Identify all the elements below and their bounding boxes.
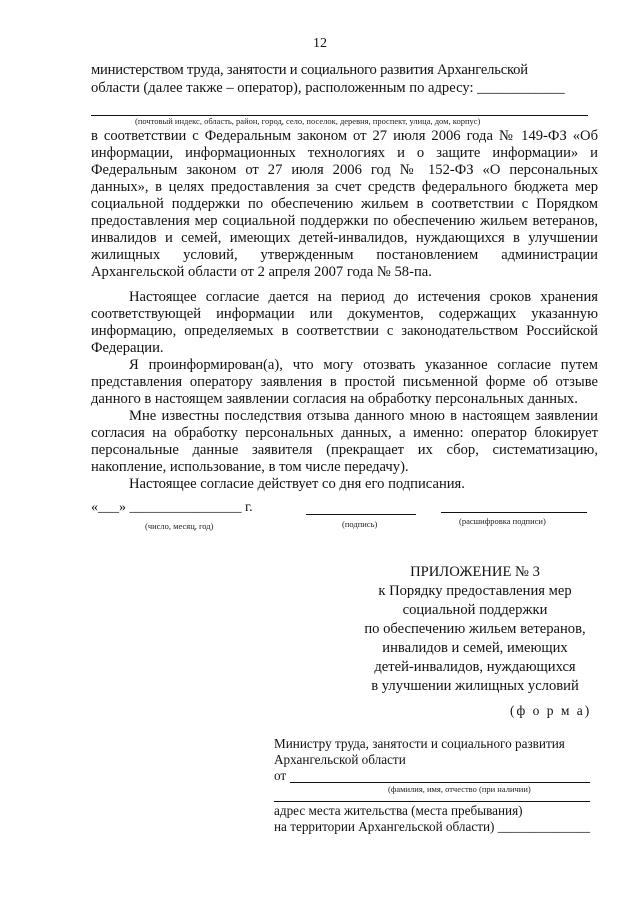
effective-paragraph: Настоящее согласие действует со дня его подписания. bbox=[129, 476, 465, 492]
appendix-line: детей-инвалидов, нуждающихся bbox=[374, 659, 576, 675]
signature-hint: (подпись) bbox=[342, 519, 378, 529]
intro-line-2: области (далее также – оператор), расположенным по адресу: ____________ bbox=[91, 80, 565, 96]
appendix-title: ПРИЛОЖЕНИЕ № 3 bbox=[410, 564, 540, 580]
residence-label-2: на территории Архангельской области) ______________ bbox=[274, 819, 591, 834]
consequences-paragraph: Мне известны последствия отзыва данного мною в настоящем заявлении согласия на обработку персональных данных, а именно: оператор блокирует персональные данные заявителя (прекращает их сбор, систематизацию, накопление, использование, в том числе передачу). bbox=[91, 408, 598, 475]
law-paragraph: в соответствии с Федеральным законом от 27 июля 2006 года № 149-ФЗ «Об информации, информационных технологиях и о защите информации» и Федеральным законом от 27 июля 2006 год № 152-ФЗ «О персональных данных», в целях предоставления за счет средств федерального бюджета мер социальной поддержки по обеспечению жильем в соответствии с Порядком предоставления мер социальной поддержки по обеспечению жильем ветеранов, инвалидов и семей, имеющих детей-инвалидов, нуждающихся в улучшении жилищных условий, утвержденным постановлением администрации Архангельской области от 2 апреля 2007 года № 58-па. bbox=[91, 128, 598, 280]
from-label: от bbox=[274, 768, 287, 783]
decode-line bbox=[441, 512, 587, 513]
appendix-line: по обеспечению жильем ветеранов, bbox=[364, 621, 586, 637]
period-paragraph: Настоящее согласие дается на период до истечения сроков хранения соответствующей информации или документов, содержащих указанную информацию, определяемых в соответствии с законодательством Российской Федерации. bbox=[91, 289, 598, 356]
name-hint: (фамилия, имя, отчество (при наличии) bbox=[388, 784, 531, 794]
address-hint: (почтовый индекс, область, район, город, село, поселок, деревня, проспект, улица, дом, корпус) bbox=[135, 116, 481, 126]
appendix-line: инвалидов и семей, имеющих bbox=[382, 640, 568, 656]
name-underline bbox=[290, 782, 590, 783]
addressee-line-1: Министру труда, занятости и социального развития bbox=[274, 736, 565, 751]
appendix-line: социальной поддержки bbox=[402, 602, 548, 618]
residence-label: адрес места жительства (места пребывания) bbox=[274, 803, 523, 818]
date-hint: (число, месяц, год) bbox=[145, 521, 214, 531]
signature-line bbox=[306, 514, 416, 515]
decode-hint: (расшифровка подписи) bbox=[459, 516, 546, 526]
form-label: (ф о р м а) bbox=[510, 703, 592, 718]
residence-top-line bbox=[274, 801, 590, 802]
intro-line-1: министерством труда, занятости и социального развития Архангельской bbox=[91, 62, 528, 78]
date-field: «___» ________________ г. bbox=[91, 500, 253, 515]
informed-paragraph: Я проинформирован(а), что могу отозвать указанное согласие путем представления оператору заявления в простой письменной форме об отзыве данного в настоящем заявлении согласия на обработку персональных данных. bbox=[91, 357, 598, 407]
page-number: 12 bbox=[313, 36, 327, 51]
addressee-line-2: Архангельской области bbox=[274, 752, 406, 767]
appendix-line: в улучшении жилищных условий bbox=[371, 678, 579, 694]
appendix-line: к Порядку предоставления мер bbox=[378, 583, 572, 599]
